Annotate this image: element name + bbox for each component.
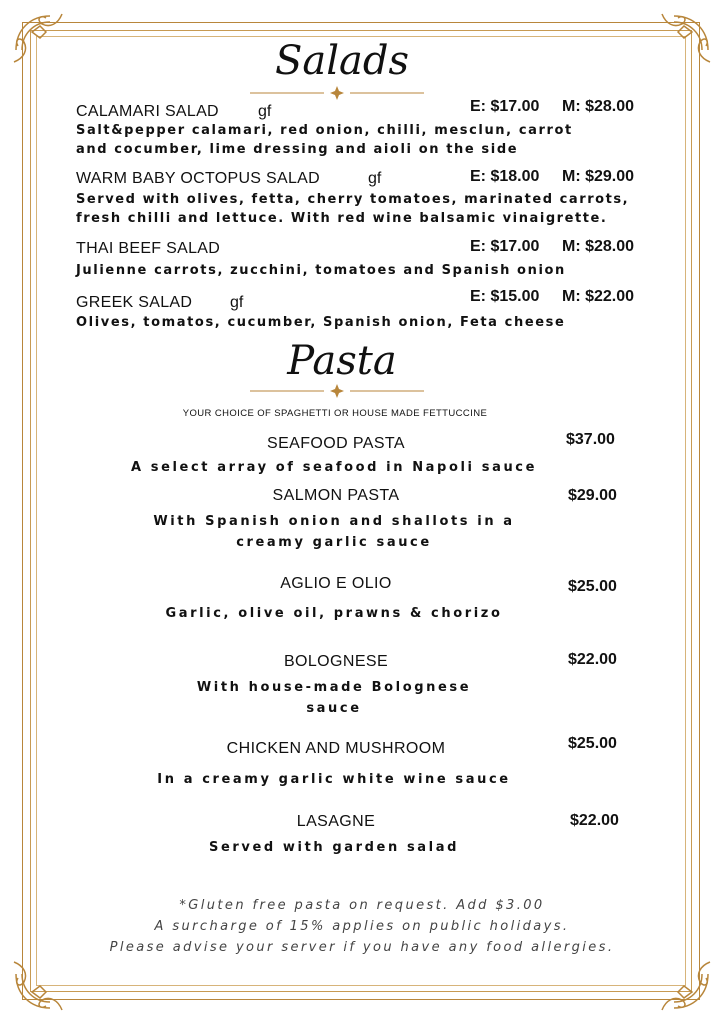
gluten-free-tag: gf	[230, 294, 244, 311]
pasta-description: With Spanish onion and shallots in a	[153, 514, 515, 529]
price-entree: E: $15.00	[470, 288, 540, 305]
footer-allergy-note: Please advise your server if you have any food allergies.	[109, 940, 615, 955]
salad-name: THAI BEEF SALAD	[76, 240, 221, 257]
salad-description: and cocumber, lime dressing and aioli on the side	[76, 142, 519, 157]
pasta-description: sauce	[306, 701, 362, 716]
divider-star-icon	[250, 85, 424, 99]
gluten-free-tag: gf	[368, 170, 382, 187]
pasta-description: A select array of seafood in Napoli sauce	[130, 460, 538, 475]
salad-name: WARM BABY OCTOPUS SALAD	[76, 170, 320, 187]
salad-name: GREEK SALAD	[76, 294, 193, 311]
price-main: M: $22.00	[562, 288, 635, 305]
salad-description: Julienne carrots, zucchini, tomatoes and Spanish onion	[76, 263, 566, 278]
pasta-description: Garlic, olive oil, prawns & chorizo	[165, 606, 503, 621]
section-title-pasta: Pasta	[287, 338, 397, 384]
divider-star-icon	[250, 383, 424, 397]
pasta-price: $22.00	[570, 812, 619, 829]
pasta-price: $25.00	[568, 578, 617, 595]
pasta-price: $22.00	[568, 651, 617, 668]
footer-gluten-note: *Gluten free pasta on request. Add $3.00	[179, 898, 545, 913]
pasta-price: $37.00	[566, 431, 615, 448]
price-main: M: $28.00	[562, 238, 635, 255]
corner-ornament-icon	[656, 956, 714, 1014]
pasta-name: AGLIO E OLIO	[280, 575, 392, 592]
pasta-choice-note: YOUR CHOICE OF SPAGHETTI OR HOUSE MADE FETTUCCINE	[182, 408, 488, 419]
pasta-name: CHICKEN AND MUSHROOM	[226, 740, 446, 757]
price-entree: E: $17.00	[470, 238, 540, 255]
pasta-name: LASAGNE	[296, 813, 376, 830]
pasta-description: In a creamy garlic white wine sauce	[157, 772, 511, 787]
pasta-price: $29.00	[568, 487, 617, 504]
corner-ornament-icon	[10, 10, 68, 68]
price-entree: E: $17.00	[470, 98, 540, 115]
salad-description: Salt&pepper calamari, red onion, chilli, mesclun, carrot	[76, 123, 573, 138]
salad-description: Olives, tomatos, cucumber, Spanish onion, Feta cheese	[76, 315, 566, 330]
section-title-salads: Salads	[274, 38, 410, 84]
salad-description: fresh chilli and lettuce. With red wine balsamic vinaigrette.	[76, 211, 608, 226]
gluten-free-tag: gf	[258, 103, 272, 120]
pasta-description: Served with garden salad	[208, 840, 459, 855]
price-main: M: $28.00	[562, 98, 635, 115]
pasta-name: SEAFOOD PASTA	[267, 435, 405, 452]
salad-description: Served with olives, fetta, cherry tomatoes, marinated carrots,	[76, 192, 630, 207]
pasta-name: SALMON PASTA	[272, 487, 400, 504]
pasta-price: $25.00	[568, 735, 617, 752]
salad-name: CALAMARI SALAD	[76, 103, 219, 120]
footer-surcharge-note: A surcharge of 15% applies on public holidays.	[154, 919, 570, 934]
pasta-description: creamy garlic sauce	[236, 535, 432, 550]
corner-ornament-icon	[656, 10, 714, 68]
pasta-name: BOLOGNESE	[283, 653, 389, 670]
corner-ornament-icon	[10, 956, 68, 1014]
price-main: M: $29.00	[562, 168, 635, 185]
pasta-description: With house-made Bolognese	[196, 680, 472, 695]
price-entree: E: $18.00	[470, 168, 540, 185]
